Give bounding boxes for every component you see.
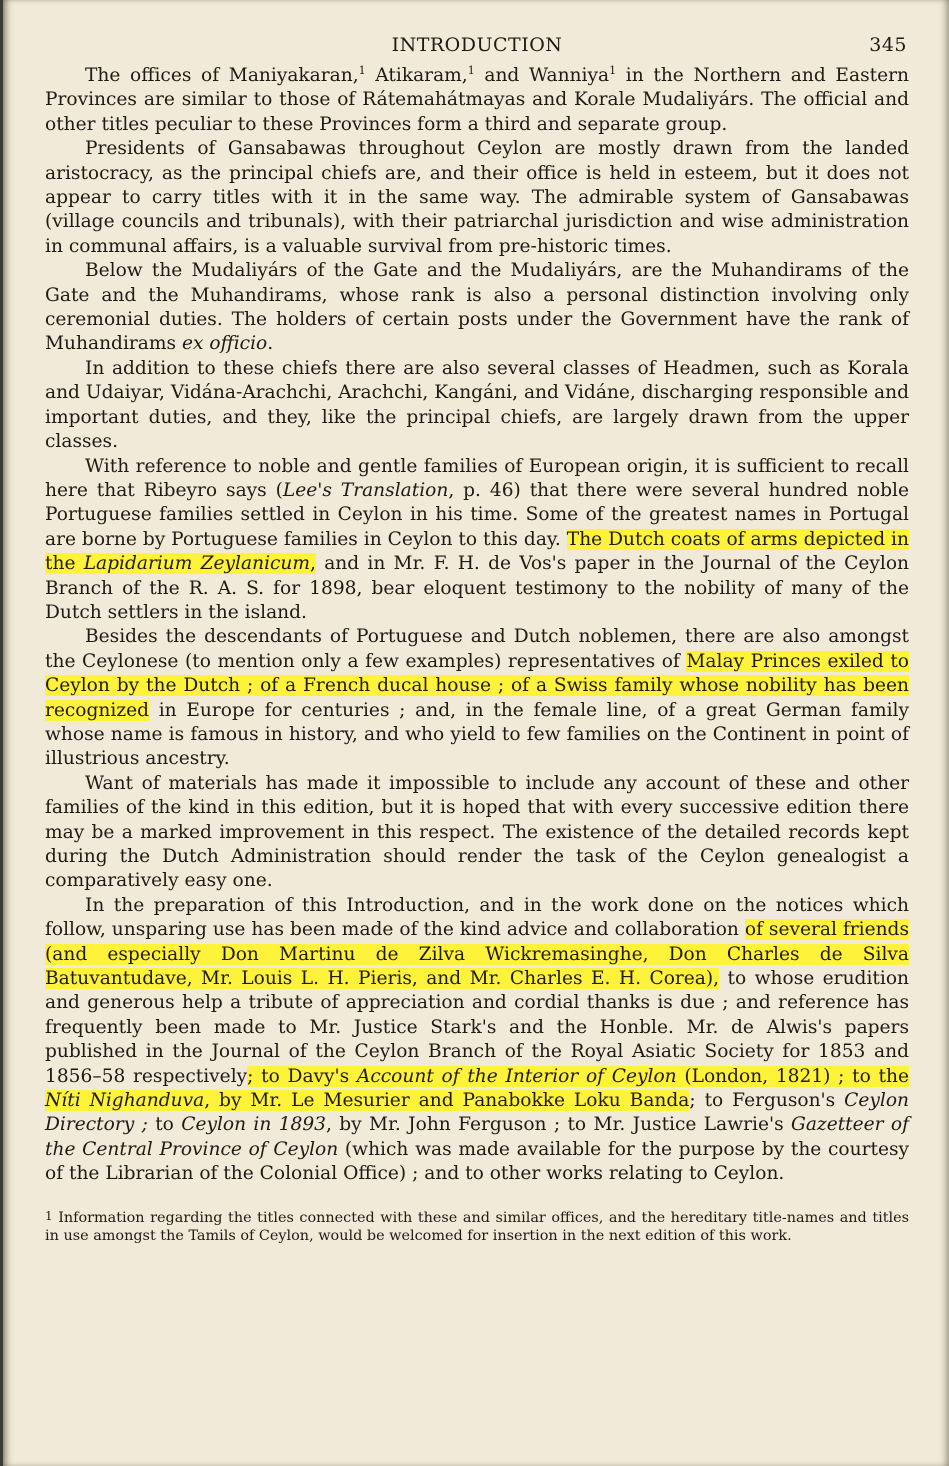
running-head: INTRODUCTION: [391, 34, 563, 56]
highlighted-text: of several friends (and especially Don Martinu de Zilva Wickremasinghe, Don Charles de Silva Batuvantudave, Mr. Louis L. H. Pieris, and Mr. Charles E. H. Corea),: [45, 919, 909, 990]
paragraph: [45, 64, 909, 137]
paragraph: [45, 357, 909, 455]
footnote-reference: 1: [467, 63, 475, 77]
text-run: in Europe for centuries ; and, in the female line, of a great German family whose name is famous in history, and who yield to few families on the Continent in point of illustrious ancestry.: [45, 699, 909, 770]
paragraph: [45, 625, 909, 771]
text-run: to whose erudition and generous help a tribute of appreciation and cordial thanks is due ; and reference has frequently been made to Mr. Justice Stark's and the Honble. Mr. de Alwis's papers published in the Journal of the Ceylon Branch of the Royal Asiatic Society for 1853 and 1856–58 respectively: [45, 968, 909, 1087]
text-run: Atikaram,: [365, 65, 468, 86]
italic-title: ex officio: [181, 333, 268, 355]
highlighted-italic-title: Account of the Interior of Ceylon: [356, 1065, 677, 1087]
text-run: , p. 46) that there were several hundred noble Portuguese families settled in Ceylon in his time. Some of the greatest names in Portugal are borne by Portuguese families in Ceylon to this day.: [45, 479, 910, 550]
highlighted-italic-title: Níti Nighanduva: [45, 1090, 205, 1112]
highlighted-text: ,: [310, 553, 316, 575]
text-run: Besides the descendants of Portuguese and Dutch noblemen, there are also amongst the Ceylonese (to mention only a few examples) representatives of: [45, 626, 909, 672]
text-run: The offices of Maniyakaran,: [85, 65, 359, 86]
text-run: (which was made available for the purpose by the courtesy of the Librarian of the Colonial Office) ; and to other works relating to Ceylon.: [45, 1138, 909, 1185]
paragraph: [45, 455, 909, 626]
italic-title: Ceylon in 1893: [181, 1114, 327, 1136]
text-run: .: [267, 333, 274, 355]
text-run: and in Mr. F. H. de Vos's paper in the Journal of the Ceylon Branch of the R. A. S. for 1898, bear eloquent testimony to the nobility of many of the Dutch settlers in the island.: [45, 553, 909, 623]
highlighted-text: The Dutch coats of arms depicted in the: [45, 528, 909, 575]
footnote-marker: 1: [45, 1208, 53, 1223]
footnote-reference: 1: [609, 63, 617, 77]
highlighted-text: ; to Davy's: [247, 1065, 357, 1087]
highlighted-italic-title: Lapidarium Zeylanicum: [83, 553, 311, 575]
page-header: [45, 28, 909, 64]
text-run: ; to Ferguson's: [689, 1090, 845, 1112]
paragraph: [45, 894, 909, 1187]
paragraph: [45, 137, 909, 259]
highlighted-text: (London, 1821) ; to the: [676, 1065, 909, 1087]
italic-title: Lee's Translation: [282, 479, 449, 501]
highlighted-text: Malay Princes exiled to Ceylon by the Dutch ; of a French ducal house ; of a Swiss family whose nobility has been recognized: [45, 650, 909, 721]
body-text: [45, 64, 909, 1187]
footnote: [45, 1207, 909, 1245]
text-run: , by Mr. John Ferguson ; to Mr. Justice Lawrie's: [326, 1114, 791, 1136]
text-run: In addition to these chiefs there are also several classes of Headmen, such as Korala and Udaiyar, Vidána-Arachchi, Arachchi, Kangáni, and Vidáne, discharging responsible and important duties, and they, like the principal chiefs, are largely drawn from the upper classes.: [45, 357, 909, 453]
text-run: Below the Mudaliyárs of the Gate and the Mudaliyárs, are the Muhandirams of the Gate and the Muhandirams, whose rank is also a personal distinction involving only ceremonial duties. The holders of certain posts under the Government have the rank of Muhandirams: [45, 260, 909, 355]
paragraph: [45, 259, 909, 357]
paragraph: [45, 772, 909, 894]
footnote-text: Information regarding the titles connected with these and similar offices, and the hereditary title-names and titles in use amongst the Tamils of Ceylon, would be welcomed for insertion in the next edition of this work.: [45, 1209, 909, 1244]
text-run: to: [147, 1114, 182, 1136]
italic-title: Ceylon Directory ;: [45, 1090, 909, 1136]
text-run: Presidents of Gansabawas throughout Ceylon are mostly drawn from the landed aristocracy, as the principal chiefs are, and their office is held in esteem, but it does not appear to carry titles with it in the same way. The admirable system of Gansabawas (village councils and tribunals), with their patriarchal jurisdiction and wise administration in communal affairs, is a valuable survival from pre-historic times.: [45, 138, 909, 257]
highlighted-text: , by Mr. Le Mesurier and Panabokke Loku Banda: [204, 1090, 690, 1112]
text-run: In the preparation of this Introduction, and in the work done on the notices which follow, unsparing use has been made of the kind advice and collaboration: [45, 894, 909, 941]
footnote-reference: 1: [358, 63, 366, 77]
text-run: With reference to noble and gentle families of European origin, it is sufficient to recall here that Ribeyro says (: [45, 455, 909, 501]
text-run: Want of materials has made it impossible to include any account of these and other families of the kind in this edition, but it is hoped that with every successive edition there may be a marked improvement in this respect. The existence of the detailed records kept during the Dutch Administration should render the task of the Ceylon genealogist a comparatively easy one.: [45, 772, 909, 892]
text-run: in the Northern and Eastern Provinces are similar to those of Rátemahátmayas and Korale Mudaliyárs. The official and other titles peculiar to these Provinces form a third and separate group.: [45, 65, 909, 135]
italic-title: Gazetteer of the Central Province of Ceylon: [45, 1114, 909, 1160]
page-number: 345: [869, 34, 907, 56]
text-run: and Wanniya: [474, 65, 610, 86]
